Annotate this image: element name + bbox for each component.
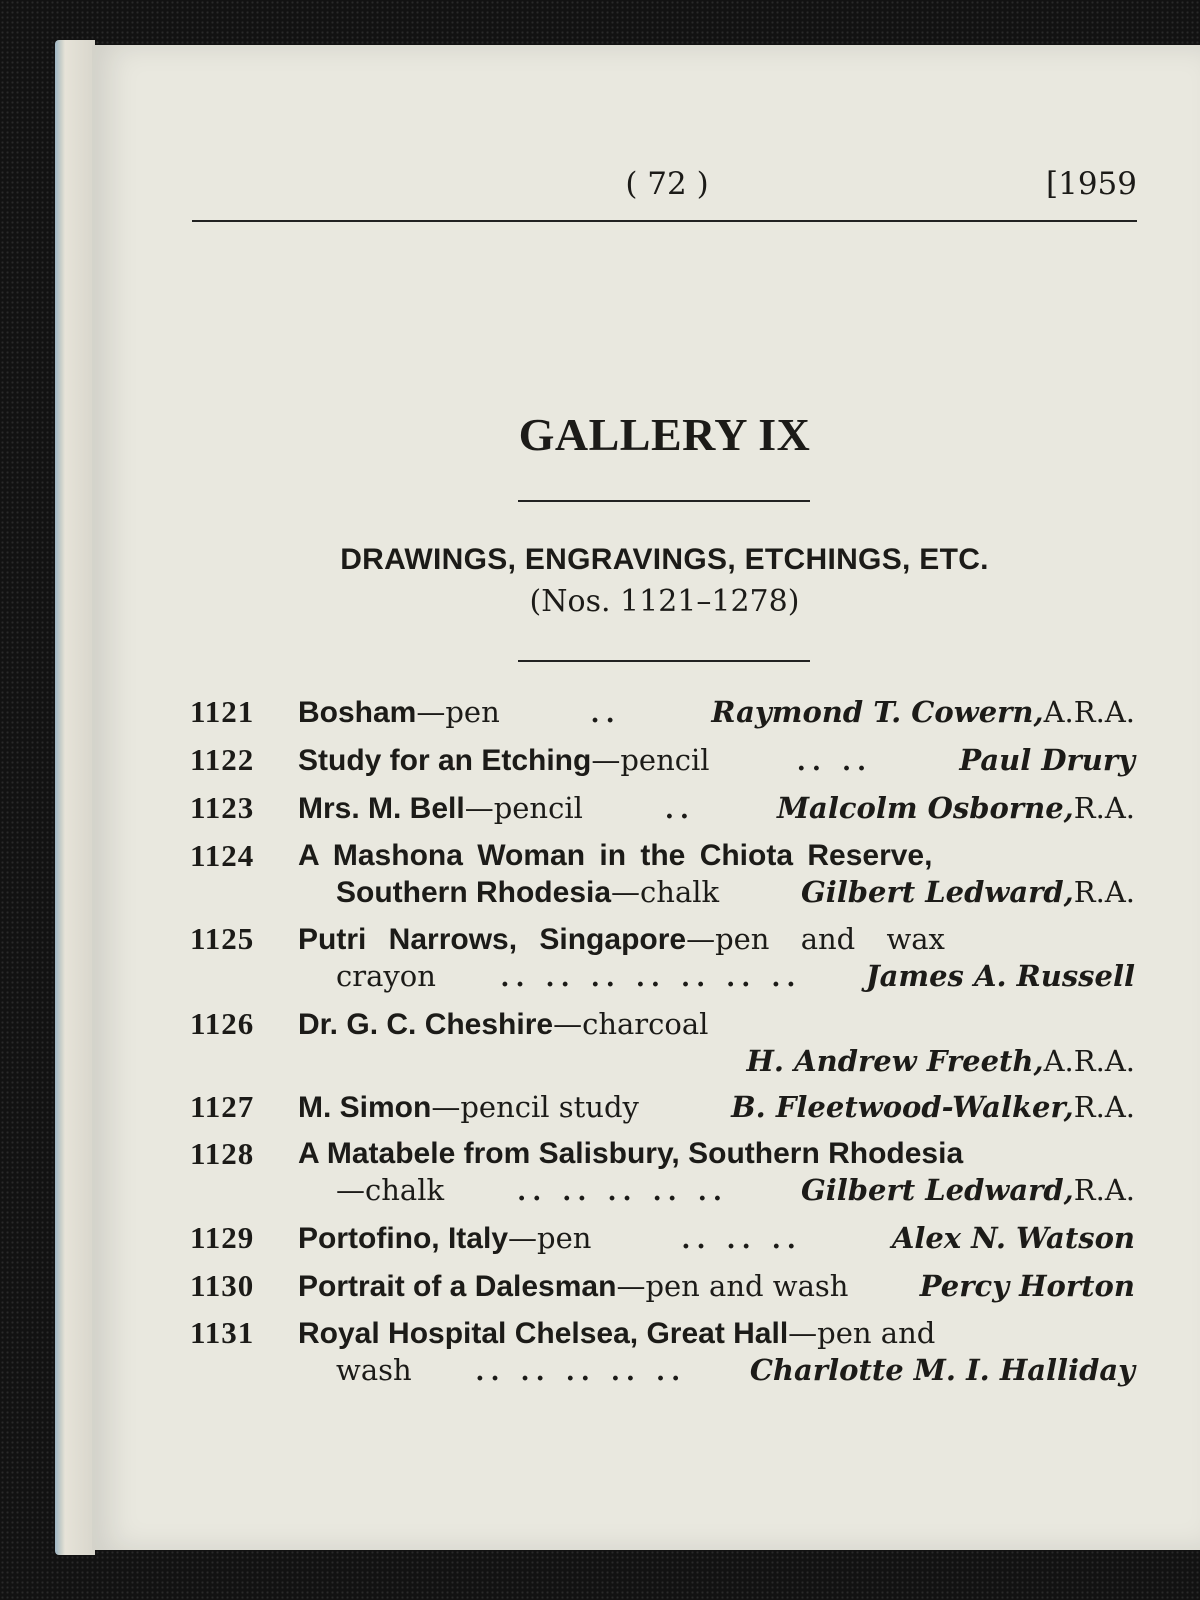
entry-medium: —pen and wax	[686, 922, 945, 956]
entry-title: A Matabele from Salisbury, Southern Rhodesia	[298, 1137, 964, 1170]
entry-artist: B. Fleetwood-Walker,	[731, 1090, 1074, 1124]
entry-title: Putri Narrows, Singapore	[298, 923, 687, 956]
entry-honour: R.A.	[1073, 791, 1135, 825]
section-heading: DRAWINGS, ENGRAVINGS, ETCHINGS, ETC.	[340, 543, 989, 576]
catalogue-entry	[190, 921, 1135, 996]
entry-title: Dr. G. C. Cheshire	[298, 1008, 554, 1041]
entry-artist: Percy Horton	[919, 1269, 1135, 1303]
entry-number: 1130	[190, 1268, 255, 1303]
catalogue-entry	[190, 790, 1135, 828]
entry-medium-continued: wash	[336, 1353, 412, 1387]
catalogue-entry	[190, 1089, 1135, 1126]
entry-title-continued: Southern Rhodesia	[336, 876, 612, 909]
page-number: ( 72 )	[625, 166, 709, 202]
entry-honour: R.A.	[1073, 1090, 1135, 1124]
entry-medium: —pen and	[788, 1316, 936, 1350]
entry-number: 1129	[190, 1220, 255, 1255]
catalogue-entry	[190, 1315, 1135, 1390]
title-rule	[518, 500, 810, 502]
header-rule	[192, 220, 1137, 222]
catalogue-entry	[190, 1136, 1135, 1210]
entry-number: 1123	[190, 790, 255, 825]
entry-artist: Paul Drury	[959, 743, 1135, 777]
leader-dots: .. ..	[796, 747, 873, 777]
entry-medium: —pen	[508, 1221, 592, 1255]
entry-medium: —pencil study	[431, 1090, 639, 1124]
entry-honour: A.R.A.	[1043, 1044, 1135, 1078]
catalogue-entry	[190, 1268, 1135, 1305]
entry-medium-continued: crayon	[336, 959, 436, 993]
catalogue-entry	[190, 694, 1135, 732]
entry-artist: James A. Russell	[865, 959, 1135, 993]
entry-medium: —pencil	[591, 743, 710, 777]
entry-medium: —chalk	[611, 875, 720, 909]
year-label: [1959	[1046, 166, 1137, 202]
entry-artist: Malcolm Osborne,	[776, 791, 1074, 825]
entry-number: 1126	[190, 1006, 255, 1041]
entry-title: A Mashona Woman in the Chiota Reserve,	[298, 839, 933, 872]
entry-medium: —pen and wash	[616, 1269, 849, 1303]
catalogue-entry	[190, 838, 1135, 911]
entry-honour: R.A.	[1073, 875, 1135, 909]
leader-dots: .. .. .. .. .. .. ..	[500, 963, 802, 993]
entry-artist: Gilbert Ledward,	[800, 875, 1074, 909]
book-page-edge	[55, 40, 95, 1555]
entry-medium: —chalk	[336, 1173, 445, 1207]
entry-title: Bosham	[298, 696, 417, 729]
leader-dots: .. .. .. .. ..	[517, 1177, 728, 1207]
entry-title: Mrs. M. Bell	[298, 792, 465, 825]
entry-number: 1128	[190, 1136, 255, 1171]
entry-artist: Raymond T. Cowern,	[711, 695, 1044, 729]
entry-title: Royal Hospital Chelsea, Great Hall	[298, 1317, 789, 1350]
catalogue-entry	[190, 1006, 1135, 1079]
leader-dots: ..	[664, 795, 695, 825]
entry-artist: Gilbert Ledward,	[800, 1173, 1074, 1207]
entry-title: Portofino, Italy	[298, 1222, 508, 1255]
gallery-title: GALLERY IX	[518, 409, 811, 460]
entry-artist: Alex N. Watson	[891, 1221, 1135, 1255]
entry-medium: —pen	[416, 695, 500, 729]
entry-number: 1125	[190, 921, 255, 956]
catalogue-entry	[190, 1220, 1135, 1258]
entry-title: Portrait of a Dalesman	[298, 1270, 617, 1303]
catalogue-entry	[190, 742, 1135, 780]
entry-title: M. Simon	[298, 1091, 432, 1124]
entry-number: 1121	[190, 694, 255, 729]
entry-honour: R.A.	[1073, 1173, 1135, 1207]
entry-title: Study for an Etching	[298, 744, 592, 777]
section-range: (Nos. 1121–1278)	[529, 584, 800, 619]
section-rule	[518, 660, 810, 662]
entry-number: 1122	[190, 742, 255, 777]
leader-dots: .. .. ..	[681, 1225, 802, 1255]
leader-dots: ..	[590, 699, 621, 729]
entry-number: 1131	[190, 1315, 255, 1350]
entry-artist: H. Andrew Freeth,	[746, 1044, 1044, 1078]
catalogue-list	[190, 694, 1135, 1400]
entry-medium: —charcoal	[553, 1007, 709, 1041]
entry-medium: —pencil	[464, 791, 583, 825]
entry-number: 1127	[190, 1089, 255, 1124]
entry-honour: A.R.A.	[1043, 695, 1135, 729]
entry-artist: Charlotte M. I. Halliday	[749, 1353, 1135, 1387]
page-header	[192, 160, 1137, 210]
leader-dots: .. .. .. .. ..	[475, 1357, 687, 1387]
entry-number: 1124	[190, 838, 255, 873]
